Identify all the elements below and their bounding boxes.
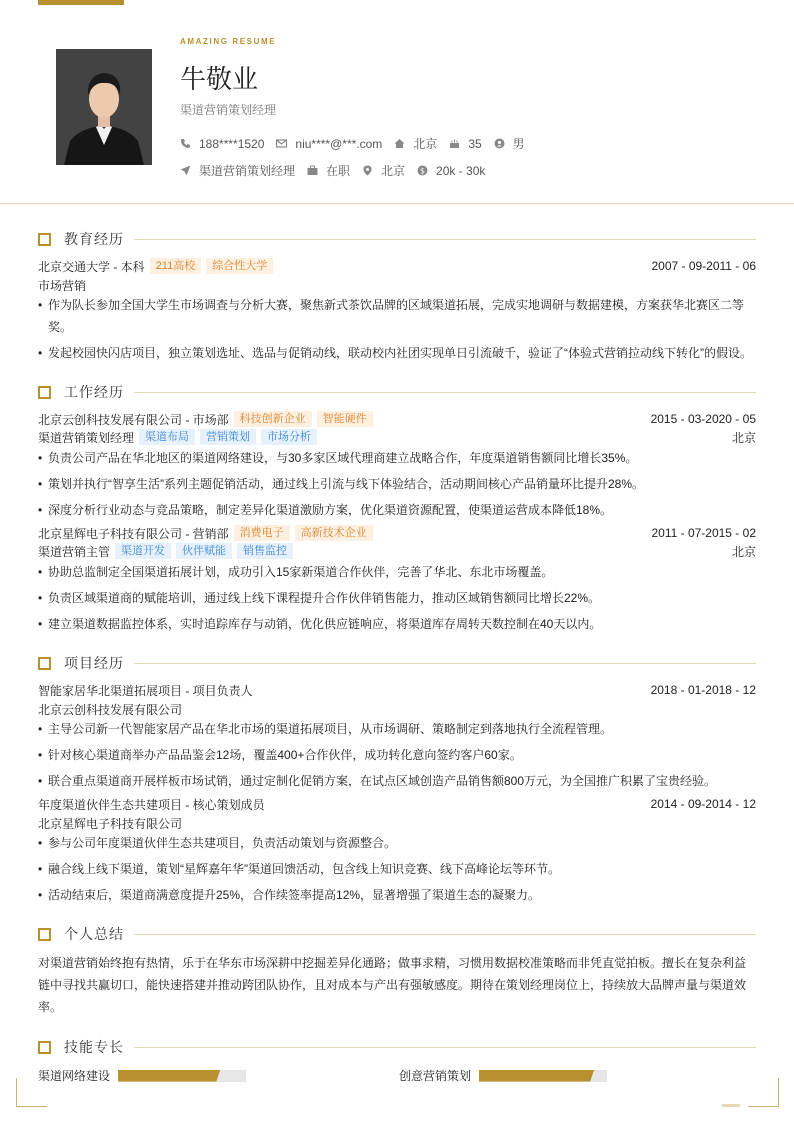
section-work <box>38 384 756 400</box>
work-location: 北京 <box>731 544 756 559</box>
project-org: 北京星辉电子科技有限公司 <box>38 817 183 831</box>
section-education <box>38 231 756 247</box>
tag: 211高校 <box>150 258 202 274</box>
date-range: 2018 - 01-2018 - 12 <box>650 683 756 697</box>
section-projects <box>38 655 756 671</box>
company-name: 北京星辉电子科技有限公司 - 营销部 <box>38 526 229 541</box>
list-item: • 融合线上线下渠道，策划“星辉嘉年华”渠道回馈活动，包含线上知识竞赛、线下高峰论坛等环节。 <box>38 858 756 880</box>
tag: 消费电子 <box>234 525 290 541</box>
project-entry-header <box>38 682 756 698</box>
list-item: • 建立渠道数据监控体系，实时追踪库存与动销，优化供应链响应，将渠道库存周转天数控制在40天以内。 <box>38 613 756 635</box>
list-item: • 联合重点渠道商开展样板市场试销，通过定制化促销方案，在试点区域创造产品销售额800万元，为全国推广积累了宝贵经验。 <box>38 770 756 792</box>
phone-icon <box>180 138 191 149</box>
work-role-row <box>38 543 756 559</box>
skill-bar-fill <box>118 1070 220 1082</box>
top-accent-bar <box>38 0 124 5</box>
work-entry-header <box>38 525 756 541</box>
cake-icon <box>449 138 460 149</box>
candidate-name: 牛敬业 <box>180 64 259 94</box>
section-rule <box>134 1047 756 1048</box>
major: 市场营销 <box>38 279 87 293</box>
section-title-text: 工作经历 <box>64 384 124 400</box>
intent-row <box>180 162 497 179</box>
list-item: • 深度分析行业动态与竞品策略，制定差异化渠道激励方案，优化渠道资源配置，使渠道运营成本降低18%。 <box>38 499 756 521</box>
section-square-icon <box>38 233 51 246</box>
work-entry-header <box>38 411 756 427</box>
tag: 营销策划 <box>200 429 256 445</box>
date-range: 2007 - 09-2011 - 06 <box>651 259 756 273</box>
section-square-icon <box>38 657 51 670</box>
page-dash-decoration <box>722 1104 740 1107</box>
list-item: • 负责公司产品在华北地区的渠道网络建设，与30多家区域代理商建立战略合作，年度渠道销售额同比增长35%。 <box>38 447 756 469</box>
tag: 渠道布局 <box>139 429 195 445</box>
school-name: 北京交通大学 - 本科 <box>38 259 145 274</box>
location-item <box>362 162 405 179</box>
skill-name: 渠道网络建设 <box>38 1069 111 1083</box>
skill-bar-fill <box>479 1070 594 1082</box>
header-divider <box>0 203 794 204</box>
tag: 渠道开发 <box>115 543 171 559</box>
home-icon <box>394 138 405 149</box>
section-rule <box>134 239 756 240</box>
tag: 科技创新企业 <box>234 411 312 427</box>
tag: 综合性大学 <box>206 258 273 274</box>
section-title-text: 教育经历 <box>64 231 124 247</box>
skill-item <box>399 1067 607 1084</box>
age-item <box>449 137 481 151</box>
age-value: 35 <box>468 136 482 151</box>
gender-item <box>494 135 525 152</box>
section-skills <box>38 1039 756 1055</box>
contact-row <box>180 135 537 152</box>
section-title-text: 项目经历 <box>64 655 124 671</box>
project-name: 年度渠道伙伴生态共建项目 - 核心策划成员 <box>38 797 265 812</box>
list-item: • 策划并执行“智享生活”系列主题促销活动，通过线上引流与线下体验结合，活动期间核心产品销量环比提升28%。 <box>38 473 756 495</box>
skill-bar <box>118 1070 246 1082</box>
section-square-icon <box>38 386 51 399</box>
section-title-text: 个人总结 <box>64 926 124 942</box>
section-rule <box>134 663 756 664</box>
tag: 高新技术企业 <box>295 525 373 541</box>
location-value: 北京 <box>381 164 406 178</box>
send-icon <box>180 165 191 176</box>
email-item <box>276 137 382 151</box>
location-pin-icon <box>362 165 373 176</box>
role-name: 渠道营销策划经理 <box>38 430 135 445</box>
project-entry-header <box>38 796 756 812</box>
date-range: 2011 - 07-2015 - 02 <box>651 526 756 540</box>
brand-label: AMAZING RESUME <box>180 37 277 46</box>
project-name: 智能家居华北渠道拓展项目 - 项目负责人 <box>38 683 253 698</box>
date-range: 2015 - 03-2020 - 05 <box>650 412 756 426</box>
education-entry-header <box>38 258 756 274</box>
user-icon <box>494 138 505 149</box>
work-location: 北京 <box>731 430 756 445</box>
list-item: • 参与公司年度渠道伙伴生态共建项目，负责活动策划与资源整合。 <box>38 832 756 854</box>
profile-photo <box>56 49 152 165</box>
section-square-icon <box>38 1041 51 1054</box>
svg-text:$: $ <box>420 166 426 176</box>
section-summary <box>38 926 756 942</box>
salary-value: 20k - 30k <box>436 163 486 178</box>
position-item <box>180 162 295 179</box>
city-item <box>394 135 437 152</box>
tag: 伙伴赋能 <box>176 543 232 559</box>
section-square-icon <box>38 928 51 941</box>
project-org: 北京云创科技发展有限公司 <box>38 703 183 717</box>
mail-icon <box>276 138 287 149</box>
list-item: • 作为队长参加全国大学生市场调查与分析大赛，聚焦新式茶饮品牌的区域渠道拓展，完成实地调研与数据建模，方案获华北赛区二等奖。 <box>38 294 756 338</box>
corner-decoration <box>16 1078 47 1107</box>
skill-item <box>38 1067 246 1084</box>
list-item: • 主导公司新一代智能家居产品在华北市场的渠道拓展项目，从市场调研、策略制定到落地执行全流程管理。 <box>38 718 756 740</box>
position-value: 渠道营销策划经理 <box>199 164 296 178</box>
money-icon <box>417 165 428 176</box>
salary-item <box>417 164 485 178</box>
skill-bar <box>479 1070 607 1082</box>
briefcase-icon <box>307 165 318 176</box>
email-value: niu****@***.com <box>295 136 383 151</box>
gender-value: 男 <box>512 137 525 151</box>
phone-value: 188****1520 <box>199 136 265 151</box>
tag: 市场分析 <box>261 429 317 445</box>
city-value: 北京 <box>413 137 438 151</box>
section-title-text: 技能专长 <box>64 1039 124 1055</box>
summary-text: 对渠道营销始终抱有热情，乐于在华东市场深耕中挖掘差异化通路；做事求精，习惯用数据校准策略而非凭直觉拍板。擅长在复杂利益链中寻找共赢切口，能快速搭建并推动跨团队协作，且对成本与产出有强敏感度。期待在策划经理岗位上，持续放大品牌声量与渠道效率。 <box>38 956 747 1014</box>
list-item: • 负责区域渠道商的赋能培训，通过线上线下课程提升合作伙伴销售能力，推动区域销售额同比增长22%。 <box>38 587 756 609</box>
list-item: • 发起校园快闪店项目，独立策划选址、选品与促销动线，联动校内社团实现单日引流破千，验证了“体验式营销拉动线下转化”的假设。 <box>38 342 756 364</box>
corner-decoration <box>748 1078 779 1107</box>
status-item <box>307 162 350 179</box>
skill-name: 创意营销策划 <box>399 1069 472 1083</box>
phone-item <box>180 137 264 151</box>
company-name: 北京云创科技发展有限公司 - 市场部 <box>38 412 229 427</box>
section-rule <box>134 392 756 393</box>
candidate-title: 渠道营销策划经理 <box>180 103 277 117</box>
tag: 销售监控 <box>237 543 293 559</box>
work-role-row <box>38 429 756 445</box>
list-item: • 协助总监制定全国渠道拓展计划，成功引入15家新渠道合作伙伴，完善了华北、东北市场覆盖。 <box>38 561 756 583</box>
tag: 智能硬件 <box>317 411 373 427</box>
status-value: 在职 <box>326 164 351 178</box>
list-item: • 活动结束后，渠道商满意度提升25%，合作续签率提高12%，显著增强了渠道生态的凝聚力。 <box>38 884 756 906</box>
role-name: 渠道营销主管 <box>38 544 111 559</box>
list-item: • 针对核心渠道商举办产品品鉴会12场，覆盖400+合作伙伴，成功转化意向签约客户60家。 <box>38 744 756 766</box>
section-rule <box>134 934 756 935</box>
date-range: 2014 - 09-2014 - 12 <box>650 797 756 811</box>
